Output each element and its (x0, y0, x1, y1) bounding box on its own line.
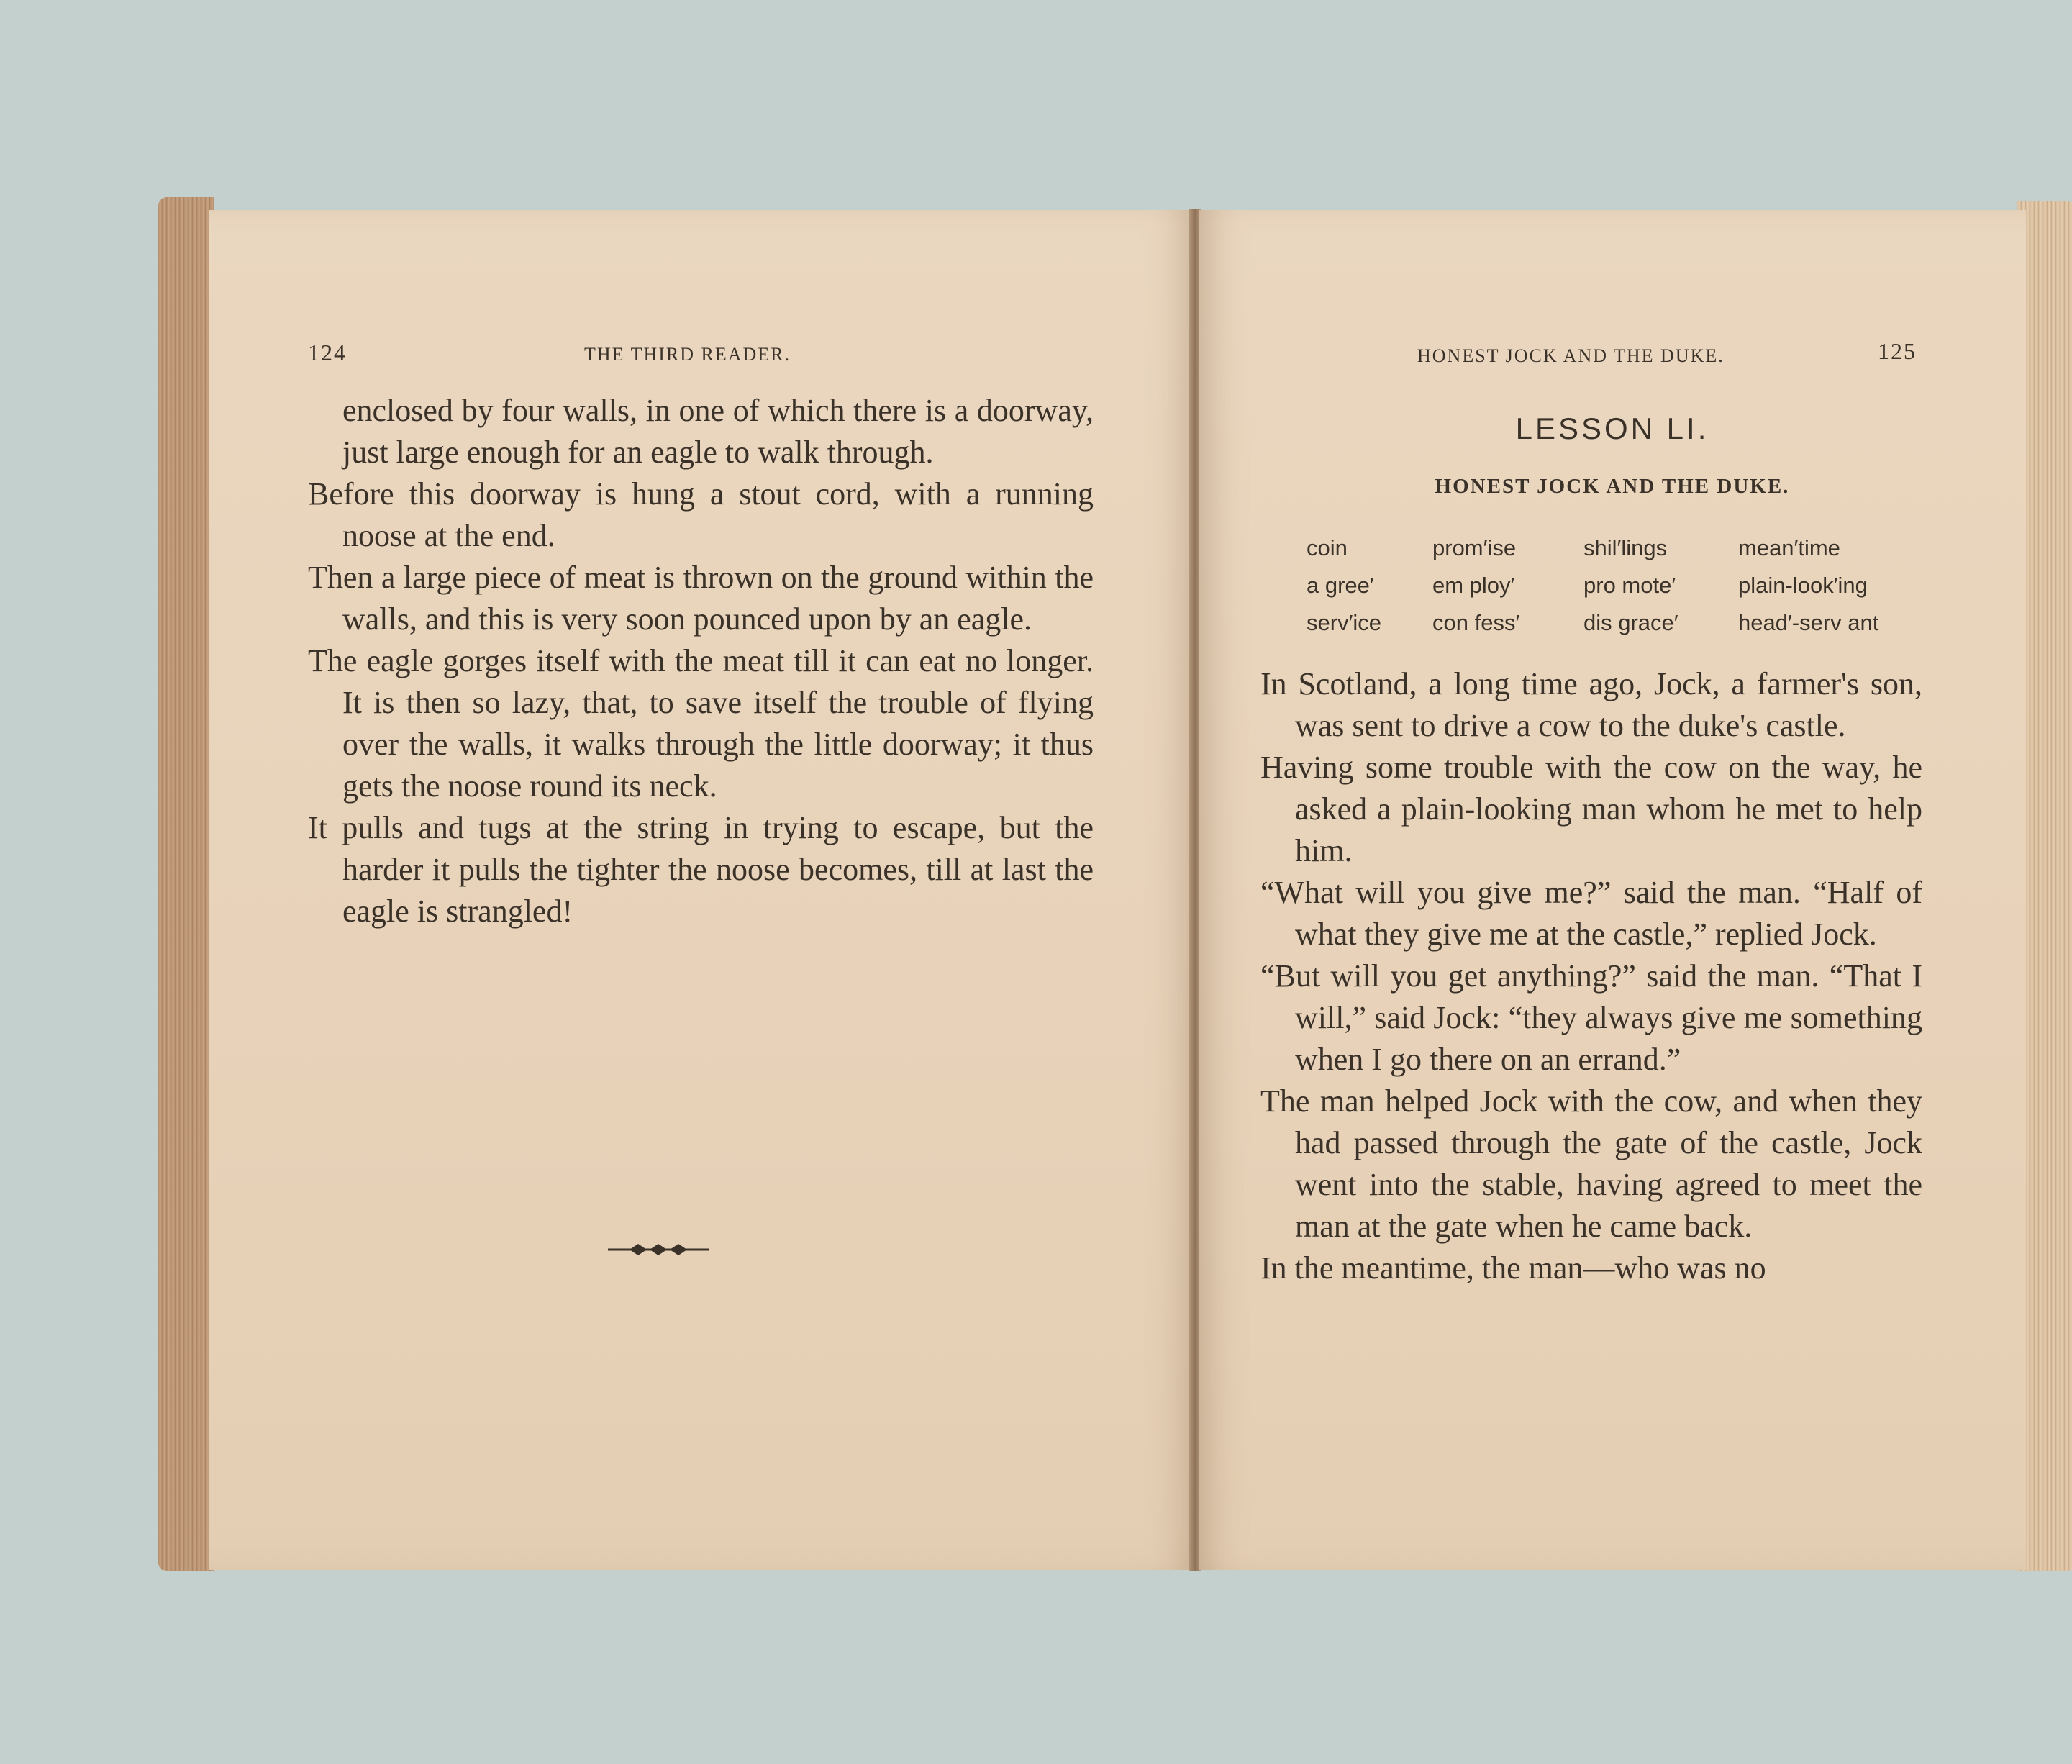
paragraph: enclosed by four walls, in one of which there is a doorway, just large enough for an eagle to walk through. (342, 393, 1094, 470)
paragraph: Before this doorway is hung a stout cord, with a running noose at the end. (308, 476, 1094, 553)
vocab-word: plain-look′ing (1738, 573, 1868, 598)
vocab-word: serv′ice (1307, 610, 1382, 635)
lesson-title: LESSON LI. (1515, 412, 1709, 445)
paragraph: In Scotland, a long time ago, Jock, a farmer's son, was sent to drive a cow to the duke's castle. (1260, 666, 1922, 743)
right-running-head: HONEST JOCK AND THE DUKE. (1417, 345, 1725, 366)
ornament-divider (608, 1239, 709, 1260)
vocab-word: a gree′ (1307, 573, 1374, 598)
vocab-word: em ploy′ (1432, 573, 1515, 598)
left-page (209, 210, 1194, 1570)
vocab-word: pro mote′ (1583, 573, 1676, 598)
lesson-subtitle: HONEST JOCK AND THE DUKE. (1435, 475, 1790, 498)
vocabulary-list (1307, 532, 1925, 639)
paragraph: Having some trouble with the cow on the way, he asked a plain-looking man whom he met to help him. (1260, 750, 1922, 868)
paragraph: “But will you get anything?” said the man. “That I will,” said Jock: “they always give me something when I go there on an errand.” (1260, 958, 1922, 1077)
vocab-word: prom′ise (1432, 535, 1517, 560)
vocab-word: con fess′ (1432, 610, 1520, 635)
paragraph: In the meantime, the man—who was no (1260, 1250, 1766, 1286)
paragraph: It pulls and tugs at the string in trying to escape, but the harder it pulls the tighter the noose becomes, till at last the eagle is strangled! (308, 810, 1094, 929)
right-page (1199, 210, 2026, 1570)
vocab-word: coin (1307, 535, 1348, 560)
vocab-word: mean′time (1738, 535, 1840, 560)
left-running-head: THE THIRD READER. (584, 344, 791, 365)
vocab-word: shil′lings (1583, 535, 1668, 560)
paragraph: Then a large piece of meat is thrown on the ground within the walls, and this is very soon pounced upon by an eagle. (308, 560, 1094, 637)
vocab-word: dis grace′ (1583, 610, 1678, 635)
left-page-number: 124 (308, 340, 347, 365)
vocab-word: head′-serv ant (1738, 610, 1879, 635)
left-page-body (308, 390, 1094, 932)
left-page-edges (158, 197, 214, 1571)
right-page-body (1260, 663, 1922, 1289)
paragraph: The eagle gorges itself with the meat till it can eat no longer. It is then so lazy, that, to save itself the trouble of flying over the walls, it walks through the little doorway; it thus gets the noose round its neck. (308, 643, 1094, 804)
paragraph: “What will you give me?” said the man. “Half of what they give me at the castle,” replied Jock. (1260, 875, 1922, 952)
paragraph: The man helped Jock with the cow, and when they had passed through the gate of the castle, Jock went into the stable, having agreed to meet the man at the gate when he came back. (1260, 1083, 1922, 1244)
open-book (158, 188, 1921, 1577)
right-page-number: 125 (1878, 338, 1917, 364)
